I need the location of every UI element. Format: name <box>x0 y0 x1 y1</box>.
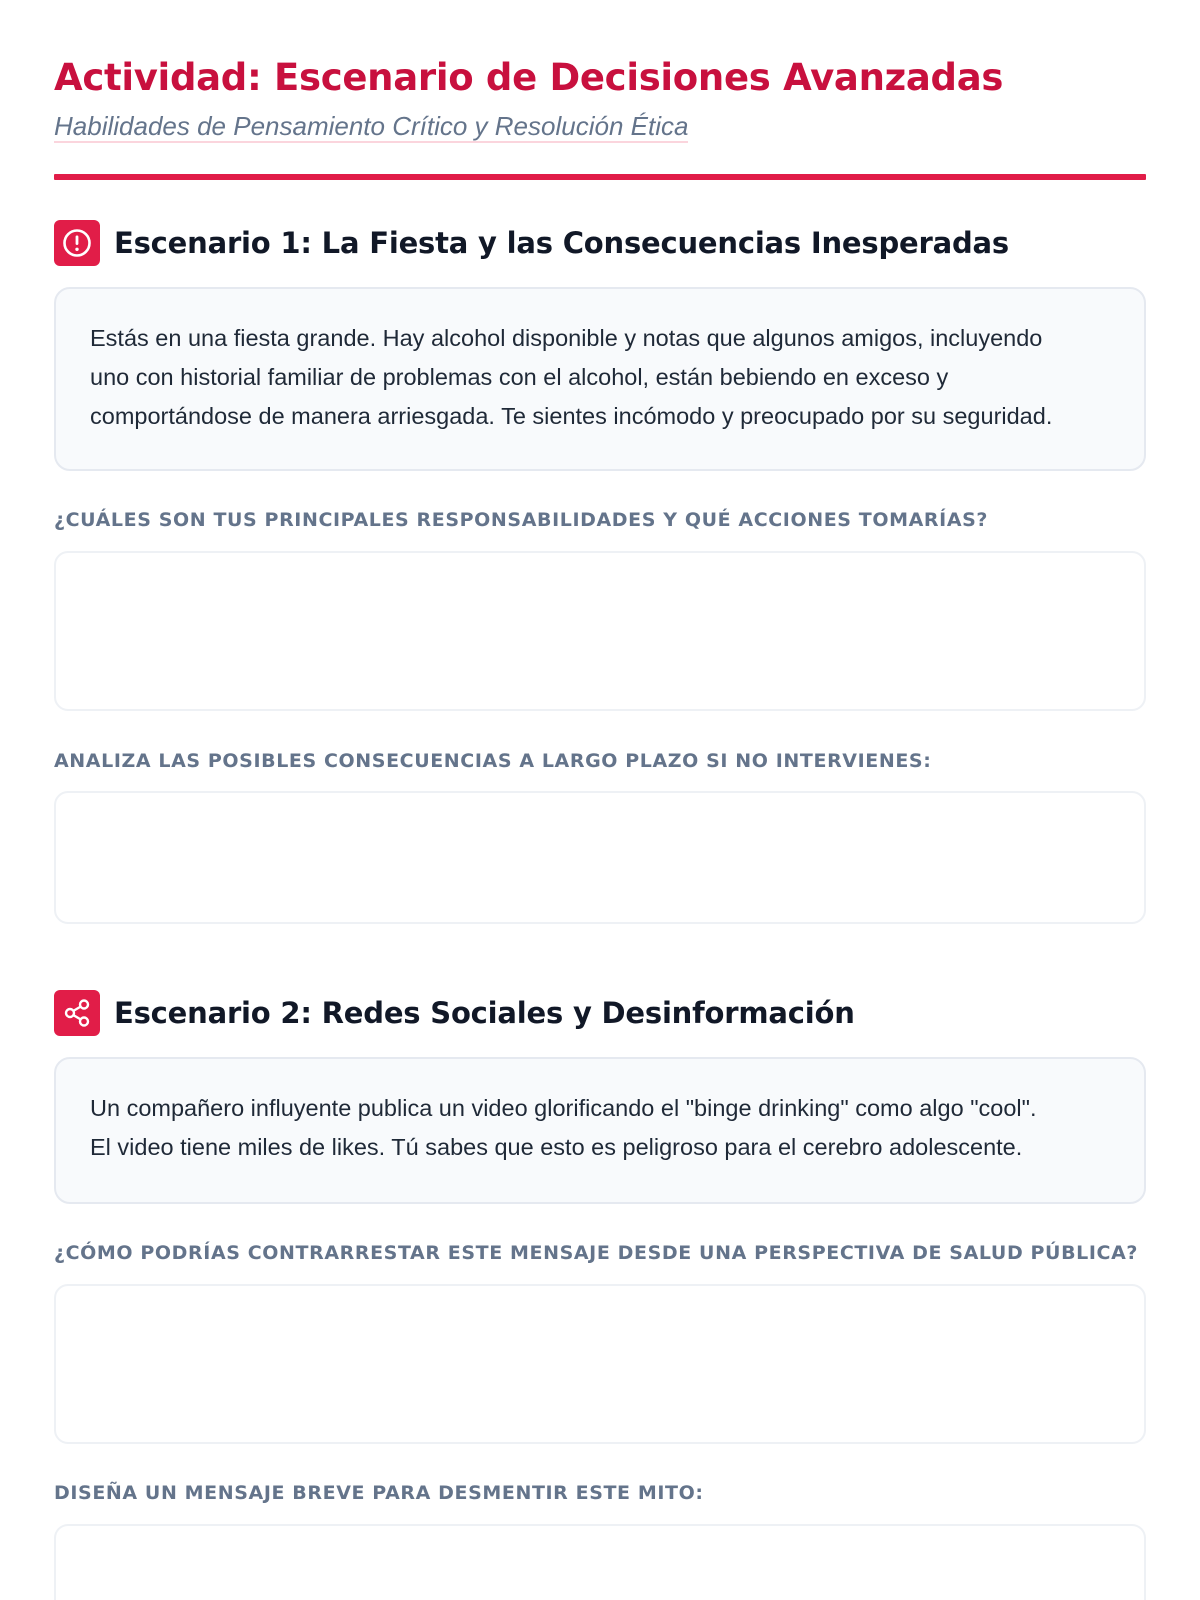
scenario-2-header <box>54 990 855 1036</box>
scenario-text-line: El video tiene miles de likes. Tú sabes que esto es peligroso para el cerebro adolescente. <box>90 1134 1023 1160</box>
scenario-1-description <box>54 287 1146 471</box>
scenario-text-line: uno con historial familiar de problemas con el alcohol, están bebiendo en exceso y <box>90 364 949 390</box>
scenario-1-header <box>54 220 1009 266</box>
alert-circle-icon <box>54 220 100 266</box>
scenario-text-line: Estás en una fiesta grande. Hay alcohol disponible y notas que algunos amigos, incluyendo <box>90 325 1043 351</box>
consequences-answer[interactable] <box>54 791 1146 924</box>
scenario-title: Escenario 2: Redes Sociales y Desinformación <box>114 996 855 1030</box>
question-label: ¿CUÁLES SON TUS PRINCIPALES RESPONSABILIDADES Y QUÉ ACCIONES TOMARÍAS? <box>54 509 989 531</box>
header-divider <box>54 174 1146 180</box>
page-subtitle: Habilidades de Pensamiento Crítico y Resolución Ética <box>54 111 689 141</box>
question-label: DISEÑA UN MENSAJE BREVE PARA DESMENTIR ESTE MITO: <box>54 1482 704 1504</box>
scenario-text-line: Un compañero influyente publica un video glorificando el "binge drinking" como algo "cool". <box>90 1095 1037 1121</box>
question-label: ANALIZA LAS POSIBLES CONSECUENCIAS A LARGO PLAZO SI NO INTERVIENES: <box>54 750 932 772</box>
question-label: ¿CÓMO PODRÍAS CONTRARRESTAR ESTE MENSAJE DESDE UNA PERSPECTIVA DE SALUD PÚBLICA? <box>54 1242 1139 1264</box>
page-title: Actividad: Escenario de Decisiones Avanzadas <box>54 56 1004 99</box>
counter-message-answer[interactable] <box>54 1284 1146 1444</box>
scenario-title: Escenario 1: La Fiesta y las Consecuencias Inesperadas <box>114 226 1009 260</box>
scenario-text-line: comportándose de manera arriesgada. Te sientes incómodo y preocupado por su seguridad. <box>90 403 1053 429</box>
responsibilities-answer[interactable] <box>54 551 1146 711</box>
share-icon <box>54 990 100 1036</box>
myth-debunk-answer[interactable] <box>54 1524 1146 1600</box>
scenario-2-description <box>54 1057 1146 1204</box>
